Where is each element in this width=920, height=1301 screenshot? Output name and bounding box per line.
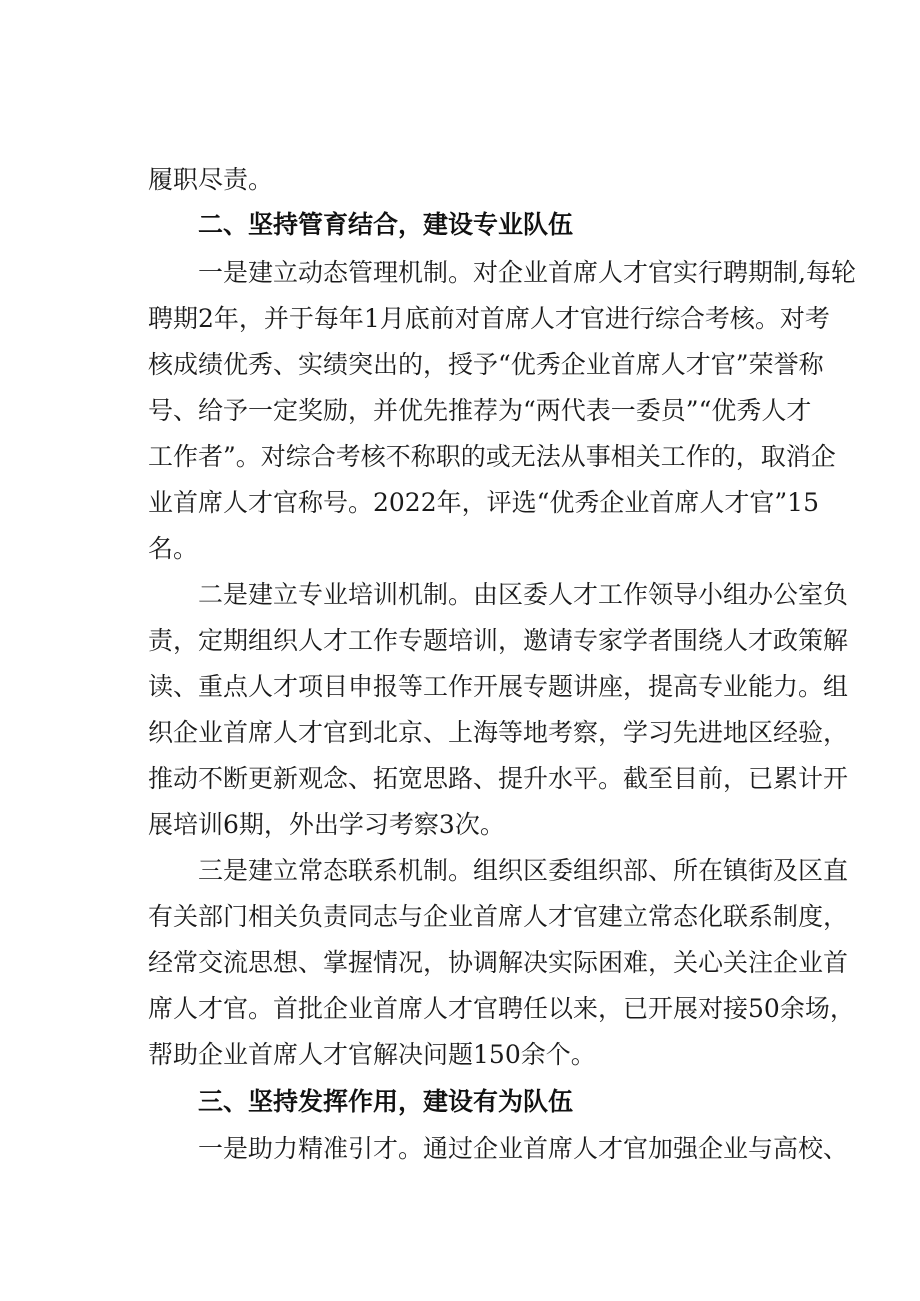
paragraph-line: 推动不断更新观念、拓宽思路、提升水平。截至目前，已累计开 — [148, 764, 849, 793]
paragraph-line: 帮助企业首席人才官解决问题150余个。 — [148, 1040, 596, 1069]
section-heading-3: 三、坚持发挥作用，建设有为队伍 — [198, 1087, 574, 1116]
paragraph-line: 号、给予一定奖励，并优先推荐为“两代表一委员”“优秀人才 — [148, 396, 812, 425]
paragraph-line: 一是助力精准引才。通过企业首席人才官加强企业与高校、 — [198, 1134, 849, 1163]
paragraph-line: 聘期2年，并于每年1月底前对首席人才官进行综合考核。对考 — [148, 304, 830, 333]
paragraph-line: 名。 — [148, 534, 199, 563]
paragraph-line: 核成绩优秀、实绩突出的，授予“优秀企业首席人才官”荣誉称 — [148, 350, 824, 379]
paragraph-line: 三是建立常态联系机制。组织区委组织部、所在镇街及区直 — [198, 856, 849, 885]
paragraph-line: 经常交流思想、掌握情况，协调解决实际困难，关心关注企业首 — [148, 948, 849, 977]
paragraph-line: 工作者”。对综合考核不称职的或无法从事相关工作的，取消企 — [148, 442, 836, 471]
section-heading-2: 二、坚持管育结合，建设专业队伍 — [198, 210, 574, 239]
paragraph-line: 读、重点人才项目申报等工作开展专题讲座，提高专业能力。组 — [148, 672, 849, 701]
paragraph-line: 责，定期组织人才工作专题培训，邀请专家学者围绕人才政策解 — [148, 626, 849, 655]
paragraph-continuation: 履职尽责。 — [148, 165, 274, 194]
paragraph-line: 二是建立专业培训机制。由区委人才工作领导小组办公室负 — [198, 580, 849, 609]
paragraph-line: 展培训6期，外出学习考察3次。 — [148, 810, 505, 839]
paragraph-line: 席人才官。首批企业首席人才官聘任以来，已开展对接50余场， — [148, 994, 855, 1023]
paragraph-line: 一是建立动态管理机制。对企业首席人才官实行聘期制,每轮 — [198, 258, 856, 287]
paragraph-line: 有关部门相关负责同志与企业首席人才官建立常态化联系制度， — [148, 902, 849, 931]
paragraph-line: 织企业首席人才官到北京、上海等地考察，学习先进地区经验， — [148, 718, 849, 747]
paragraph-line: 业首席人才官称号。2022年，评选“优秀企业首席人才官”15 — [148, 488, 819, 517]
